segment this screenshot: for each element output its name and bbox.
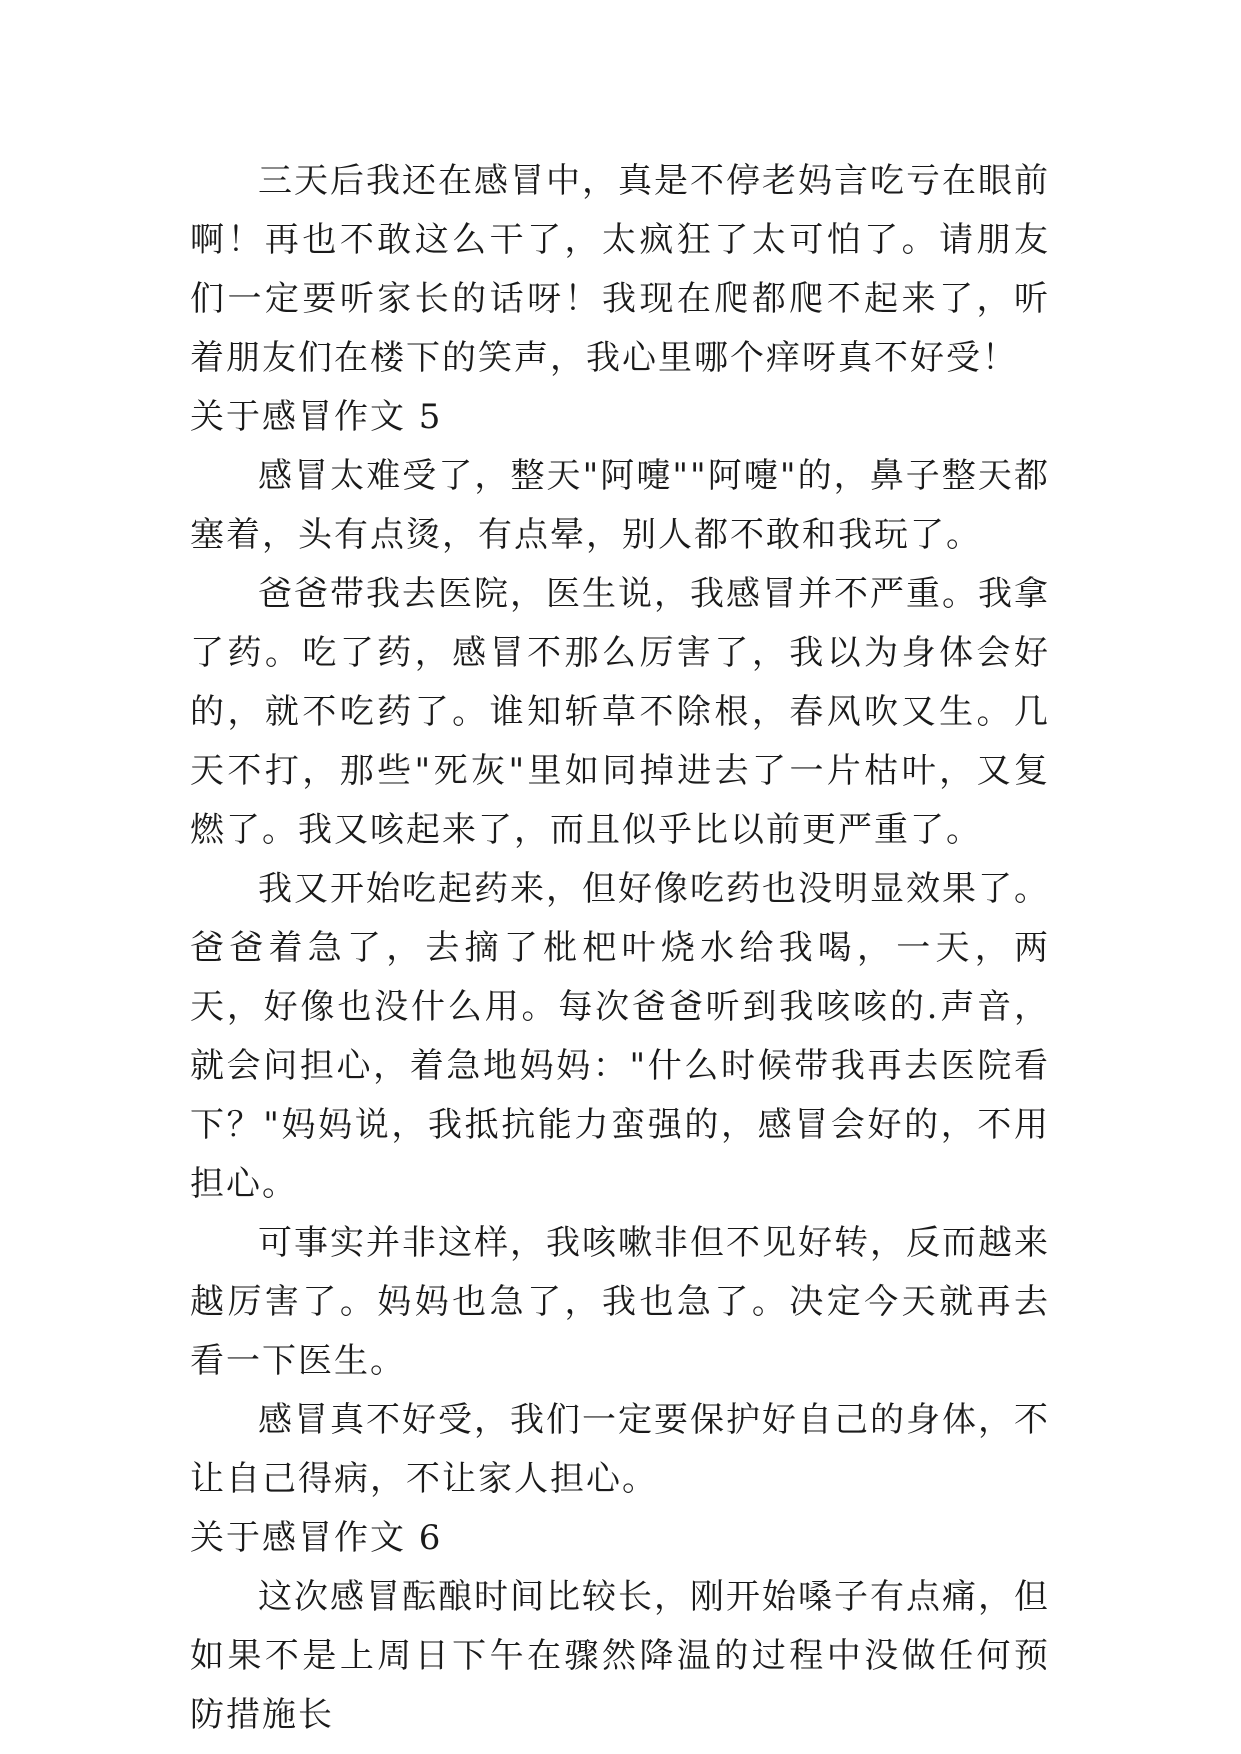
paragraph: 感冒太难受了，整天"阿嚏""阿嚏"的，鼻子整天都塞着，头有点烫，有点晕，别人都不敢和我玩了。 xyxy=(190,456,1050,555)
paragraph: 爸爸带我去医院，医生说，我感冒并不严重。我拿了药。吃了药，感冒不那么厉害了，我以为身体会好的，就不吃药了。谁知斩草不除根，春风吹又生。几天不打，那些"死灰"里如同掉进去了一片枯叶，又复燃了。我又咳起来了，而且似乎比以前更严重了。 xyxy=(190,574,1050,850)
paragraph: 可事实并非这样，我咳嗽非但不见好转，反而越来越厉害了。妈妈也急了，我也急了。决定今天就再去看一下医生。 xyxy=(190,1223,1050,1381)
section-heading: 关于感冒作文 5 xyxy=(190,397,443,437)
section-heading: 关于感冒作文 6 xyxy=(190,1518,443,1558)
paragraph: 三天后我还在感冒中，真是不停老妈言吃亏在眼前啊！再也不敢这么干了，太疯狂了太可怕了。请朋友们一定要听家长的话呀！我现在爬都爬不起来了，听着朋友们在楼下的笑声，我心里哪个痒呀真不好受！ xyxy=(190,161,1050,378)
paragraph: 我又开始吃起药来，但好像吃药也没明显效果了。爸爸着急了，去摘了枇杷叶烧水给我喝，一天，两天，好像也没什么用。每次爸爸听到我咳咳的.声音，就会问担心，着急地妈妈："什么时候带我再去医院看下？"妈妈说，我抵抗能力蛮强的，感冒会好的，不用担心。 xyxy=(190,869,1050,1204)
paragraph: 感冒真不好受，我们一定要保护好自己的身体，不让自己得病，不让家人担心。 xyxy=(190,1400,1050,1499)
document-body xyxy=(190,152,1050,1745)
paragraph: 这次感冒酝酿时间比较长，刚开始嗓子有点痛，但如果不是上周日下午在骤然降温的过程中没做任何预防措施长 xyxy=(190,1577,1050,1735)
